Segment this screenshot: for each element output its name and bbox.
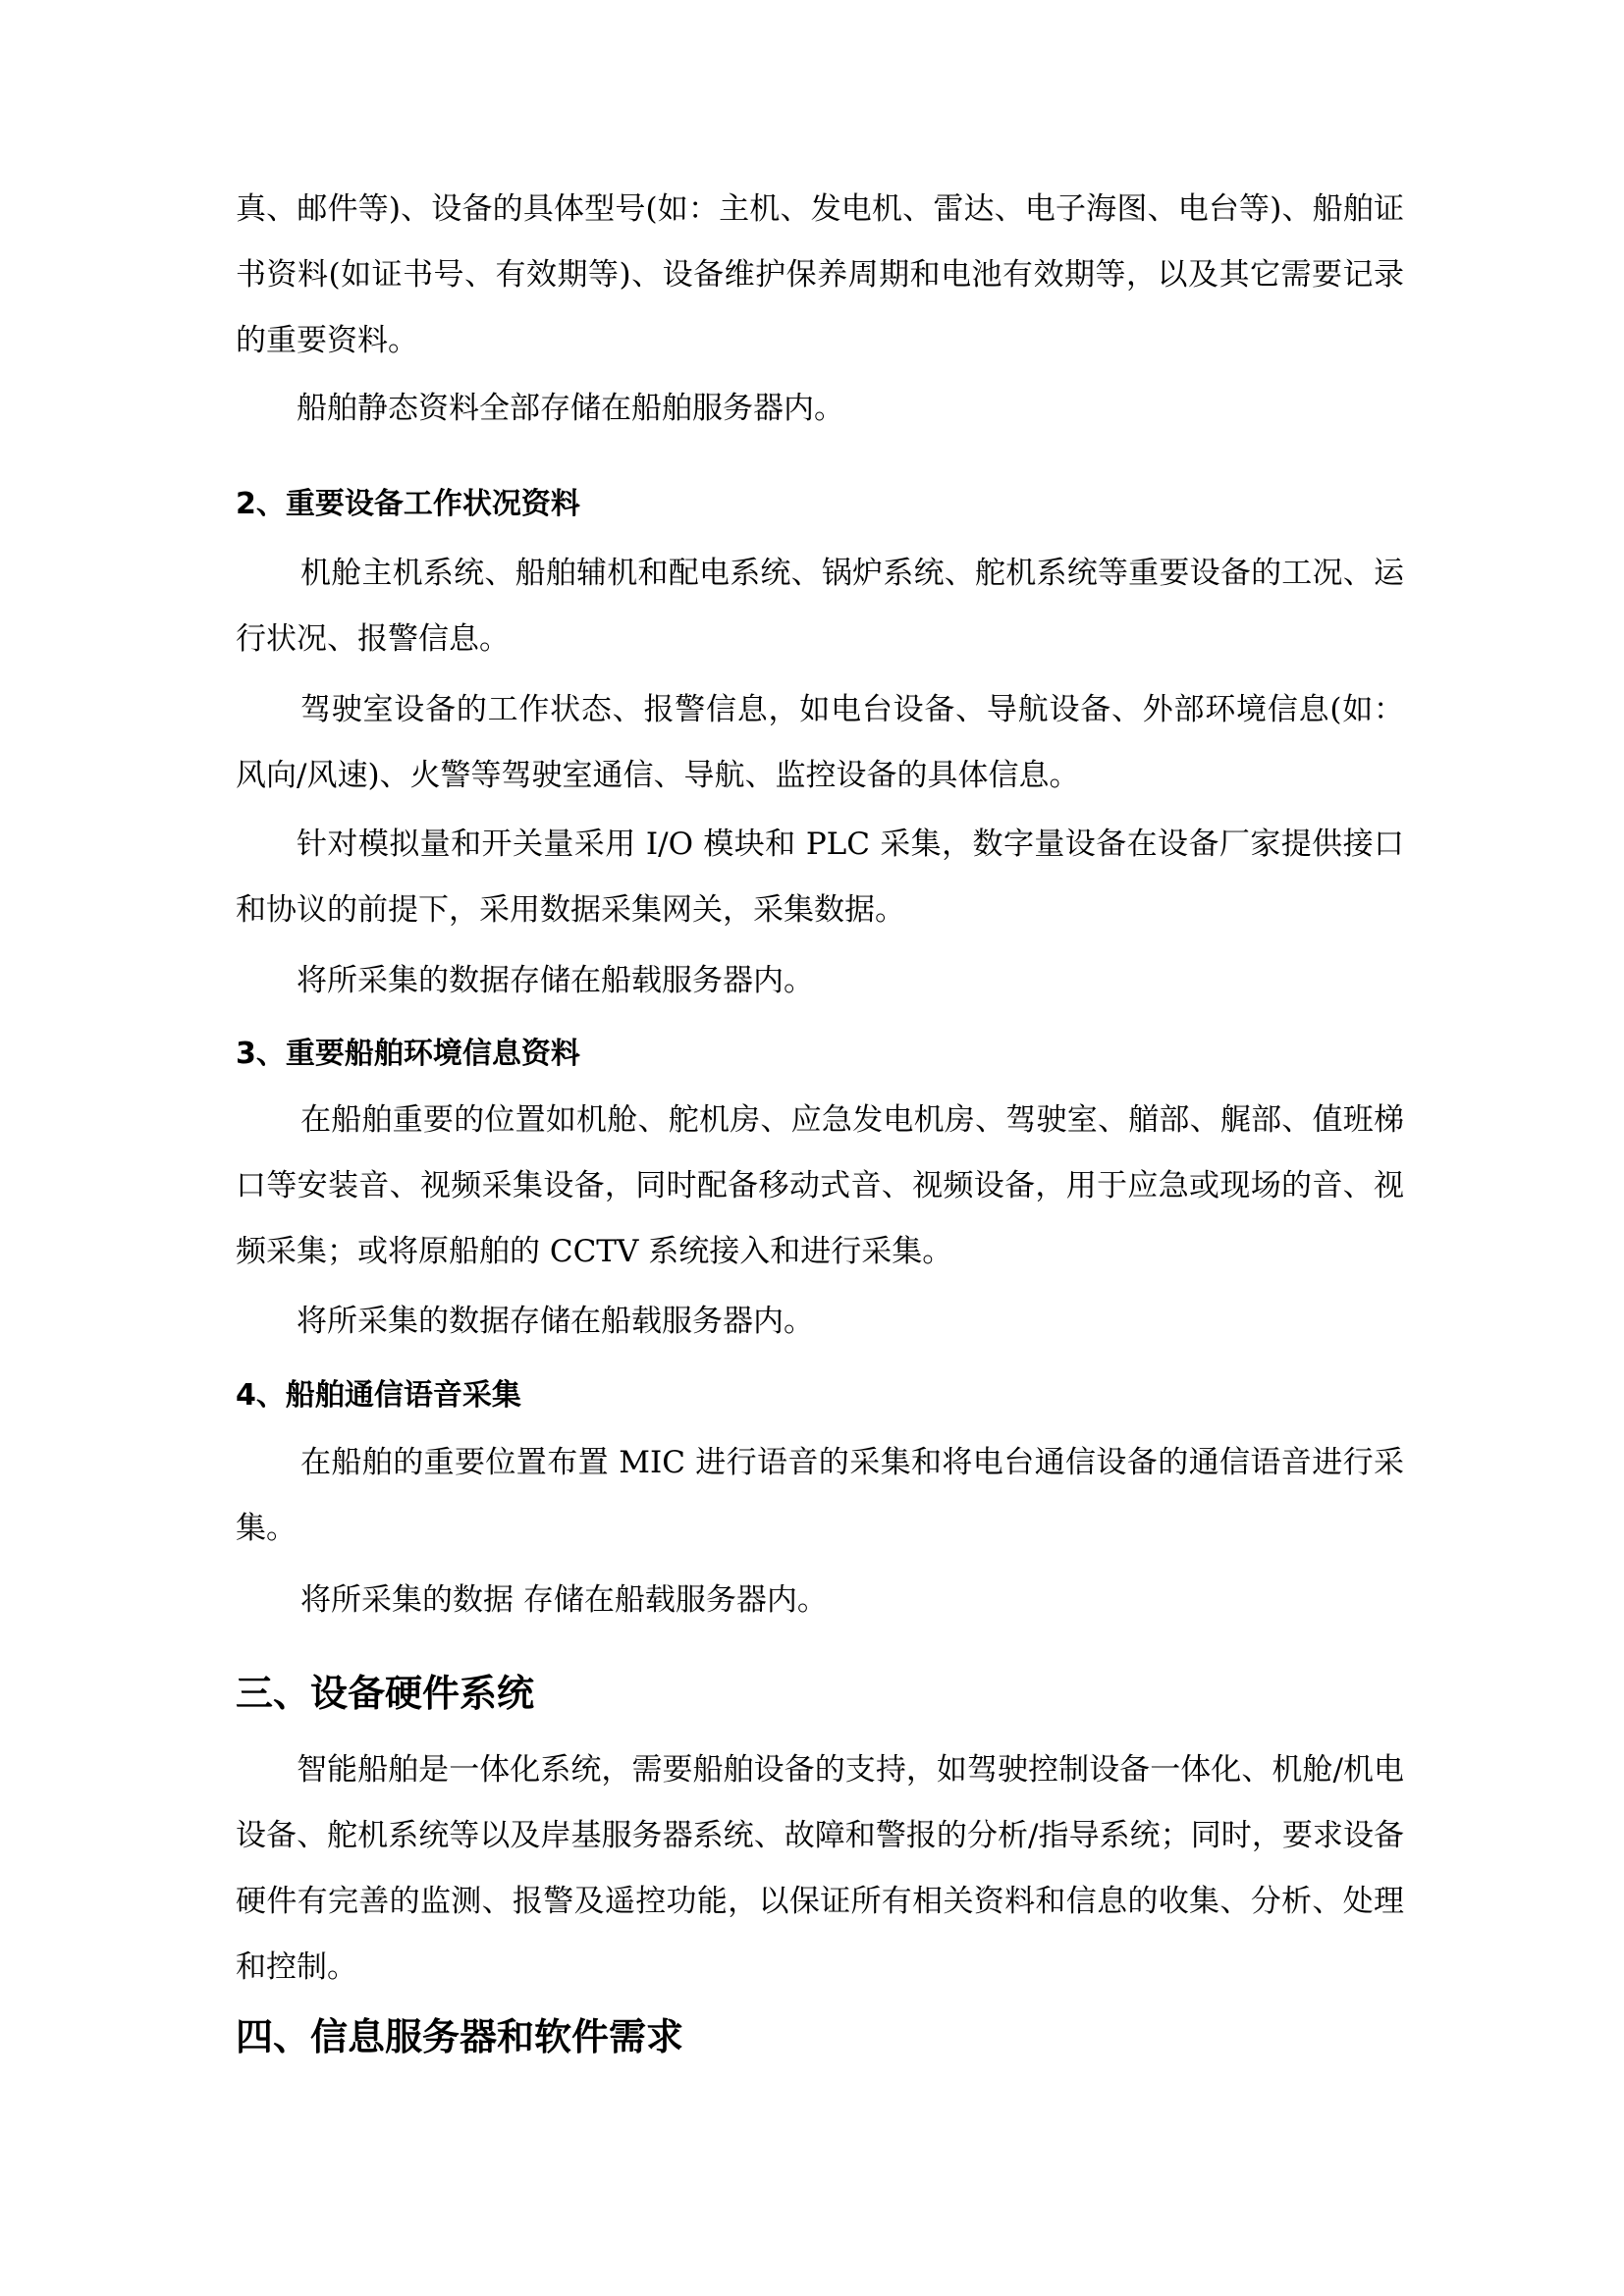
paragraph-data-acquisition: 针对模拟量和开关量采用 I/O 模块和 PLC 采集，数字量设备在设备厂家提供接口和协议的前提下，采用数据采集网关，采集数据。: [236, 827, 1404, 928]
chapter-heading-4: 四、信息服务器和软件需求: [236, 2015, 684, 2058]
paragraph-static-storage: 船舶静态资料全部存储在船舶服务器内。: [297, 391, 844, 426]
paragraph-hardware: 智能船舶是一体化系统，需要船舶设备的支持，如驾驶控制设备一体化、机舱/机电设备、舵机系统等以及岸基服务器系统、故障和警报的分析/指导系统；同时，要求设备硬件有完善的监测、报警及遥控功能，以保证所有相关资料和信息的收集、分析、处理和控制。: [236, 1752, 1404, 1985]
paragraph-intro: 真、邮件等)、设备的具体型号(如：主机、发电机、雷达、电子海图、电台等)、船舶证书资料(如证书号、有效期等)、设备维护保养周期和电池有效期等，以及其它需要记录的重要资料。: [236, 191, 1404, 358]
section-heading-4: 4、船舶通信语音采集: [236, 1378, 521, 1413]
section-heading-2: 2、重要设备工作状况资料: [236, 487, 580, 521]
paragraph-engine-systems: 机舱主机系统、船舶辅机和配电系统、锅炉系统、舵机系统等重要设备的工况、运行状况、报警信息。: [236, 556, 1404, 657]
paragraph-voice-capture: 在船舶的重要位置布置 MIC 进行语音的采集和将电台通信设备的通信语音进行采集。: [236, 1445, 1404, 1546]
paragraph-storage-4: 将所采集的数据 存储在船载服务器内。: [300, 1582, 828, 1618]
paragraph-storage-3: 将所采集的数据存储在船载服务器内。: [297, 1304, 814, 1339]
section-heading-3: 3、重要船舶环境信息资料: [236, 1037, 580, 1071]
paragraph-bridge-equipment: 驾驶室设备的工作状态、报警信息，如电台设备、导航设备、外部环境信息(如：风向/风速)、火警等驾驶室通信、导航、监控设备的具体信息。: [236, 692, 1404, 793]
paragraph-storage-2: 将所采集的数据存储在船载服务器内。: [297, 963, 814, 998]
paragraph-av-capture: 在船舶重要的位置如机舱、舵机房、应急发电机房、驾驶室、艏部、艉部、值班梯口等安装音、视频采集设备，同时配备移动式音、视频设备，用于应急或现场的音、视频采集；或将原船舶的 CCTV 系统接入和进行采集。: [236, 1102, 1404, 1269]
chapter-heading-3: 三、设备硬件系统: [236, 1672, 535, 1715]
